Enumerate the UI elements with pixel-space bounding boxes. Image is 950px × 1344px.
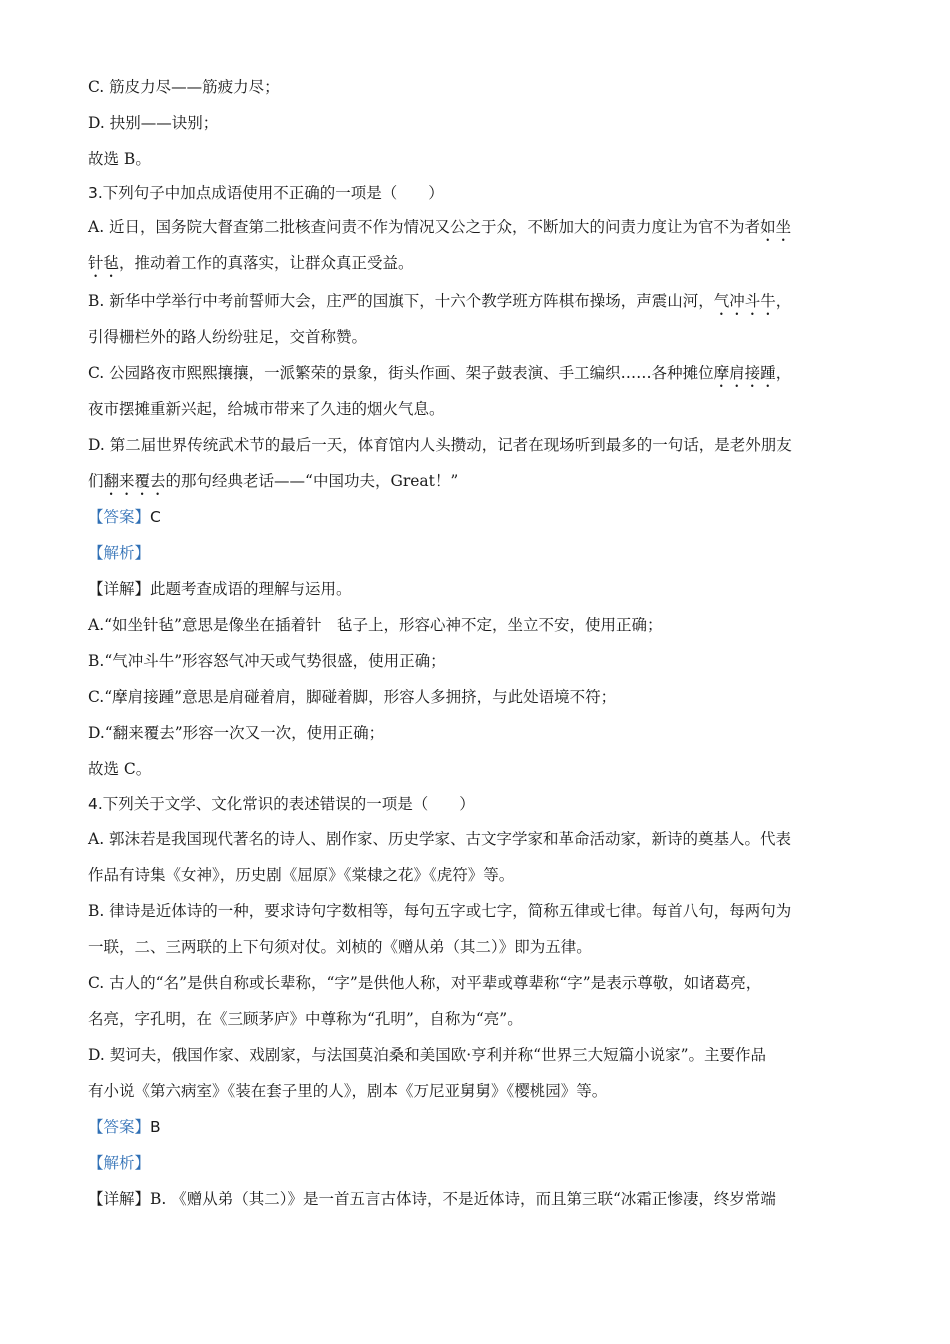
q4-option-c-line1: C. 古人的“名”是供自称或长辈称，“字”是供他人称，对平辈或尊辈称“字”是表示尊敬，如诸葛亮， — [88, 974, 762, 992]
q3-option-a-line2 — [88, 252, 870, 281]
answer-value: C — [150, 508, 161, 526]
q3-option-b-line1 — [88, 290, 870, 319]
q3-explain-a: A.“如坐针毡”意思是像坐在插着针 毡子上，形容心神不定，坐立不安，使用正确； — [88, 616, 663, 634]
q3-choose: 故选 C。 — [88, 760, 152, 778]
answer-value: B — [150, 1118, 161, 1136]
detail-text: B. 《赠从弟（其二）》是一首五言古体诗，不是近体诗，而且第三联“冰霜正惨凄，终岁常端 — [150, 1190, 776, 1208]
q3-option-b-line2: 引得栅栏外的路人纷纷驻足，交首称赞。 — [88, 328, 368, 346]
q3-option-c-line1 — [88, 362, 870, 391]
q4-option-d-line1: D. 契诃夫，俄国作家、戏剧家，与法国莫泊桑和美国欧·亨利并称“世界三大短篇小说家”。主要作品 — [88, 1046, 767, 1064]
answer-tag: 【答案】 — [88, 1118, 151, 1136]
q3-stem: 3.下列句子中加点成语使用不正确的一项是（ ） — [88, 184, 444, 202]
q3-c-comma: ， — [775, 364, 792, 382]
q3-a-dotted: 如坐 — [760, 218, 792, 236]
q3-b-dotted: 气冲斗牛 — [713, 292, 776, 310]
q3-a-dotted2: 针毡 — [88, 254, 120, 272]
q3-option-a-line1 — [88, 216, 870, 245]
detail-text: 此题考查成语的理解与运用。 — [150, 580, 352, 598]
q3-b-text: B. 新华中学举行中考前誓师大会，庄严的国旗下，十六个教学班方阵棋布操场，声震山河， — [88, 292, 714, 310]
q3-d-dotted: 翻来覆去 — [103, 472, 166, 490]
prev-choose: 故选 B。 — [88, 150, 151, 168]
q3-explain-c: C.“摩肩接踵”意思是肩碰着肩，脚碰着脚，形容人多拥挤，与此处语境不符； — [88, 688, 617, 706]
q3-a-text2: ，推动着工作的真落实，让群众真正受益。 — [119, 254, 414, 272]
detail-tag: 【详解】 — [88, 1190, 151, 1208]
q3-explain-b: B.“气冲斗牛”形容怒气冲天或气势很盛，使用正确； — [88, 652, 446, 670]
q3-option-d-line2 — [88, 470, 870, 499]
q3-b-comma: ， — [775, 292, 792, 310]
q3-option-c-line2: 夜市摆摊重新兴起，给城市带来了久违的烟火气息。 — [88, 400, 445, 418]
q4-option-c-line2: 名亮，字孔明，在《三顾茅庐》中尊称为“孔明”，自称为“亮”。 — [88, 1010, 523, 1028]
q4-detail — [88, 1188, 870, 1210]
q4-option-a-line2: 作品有诗集《女神》，历史剧《屈原》《棠棣之花》《虎符》等。 — [88, 866, 515, 884]
q3-answer — [88, 506, 870, 528]
q3-d-text: 们 — [88, 472, 104, 490]
q3-a-text: A. 近日，国务院大督查第二批核查问责不作为情况又公之于众，不断加大的问责力度让为官不为者 — [88, 218, 761, 236]
q4-answer — [88, 1116, 870, 1138]
q4-analysis-tag: 【解析】 — [88, 1154, 151, 1172]
q4-option-a-line1: A. 郭沫若是我国现代著名的诗人、剧作家、历史学家、古文字学家和革命活动家，新诗的奠基人。代表 — [88, 830, 792, 848]
q3-detail — [88, 578, 870, 600]
q3-c-dotted: 摩肩接踵 — [713, 364, 776, 382]
detail-tag: 【详解】 — [88, 580, 151, 598]
q4-stem: 4.下列关于文学、文化常识的表述错误的一项是（ ） — [88, 795, 475, 813]
q3-explain-d: D.“翻来覆去”形容一次又一次，使用正确； — [88, 724, 385, 742]
q3-analysis-tag: 【解析】 — [88, 544, 151, 562]
prev-option-d: D. 抉别——诀别； — [88, 114, 219, 132]
q4-option-d-line2: 有小说《第六病室》《装在套子里的人》，剧本《万尼亚舅舅》《樱桃园》等。 — [88, 1082, 608, 1100]
q4-option-b-line1: B. 律诗是近体诗的一种，要求诗句字数相等，每句五字或七字，简称五律或七律。每首八句，每两句为 — [88, 902, 792, 920]
q3-c-text: C. 公园路夜市熙熙攘攘，一派繁荣的景象，街头作画、架子鼓表演、手工编织……各种摊位 — [88, 364, 714, 382]
q3-option-d-line1: D. 第二届世界传统武术节的最后一天，体育馆内人头攒动，记者在现场听到最多的一句话，是老外朋友 — [88, 436, 792, 454]
q4-option-b-line2: 一联，二、三两联的上下句须对仗。刘桢的《赠从弟（其二）》即为五律。 — [88, 938, 592, 956]
prev-option-c: C. 筋皮力尽——筋疲力尽； — [88, 78, 280, 96]
answer-tag: 【答案】 — [88, 508, 151, 526]
q3-d-text2: 的那句经典老话——“中国功夫，Great！” — [165, 472, 459, 490]
